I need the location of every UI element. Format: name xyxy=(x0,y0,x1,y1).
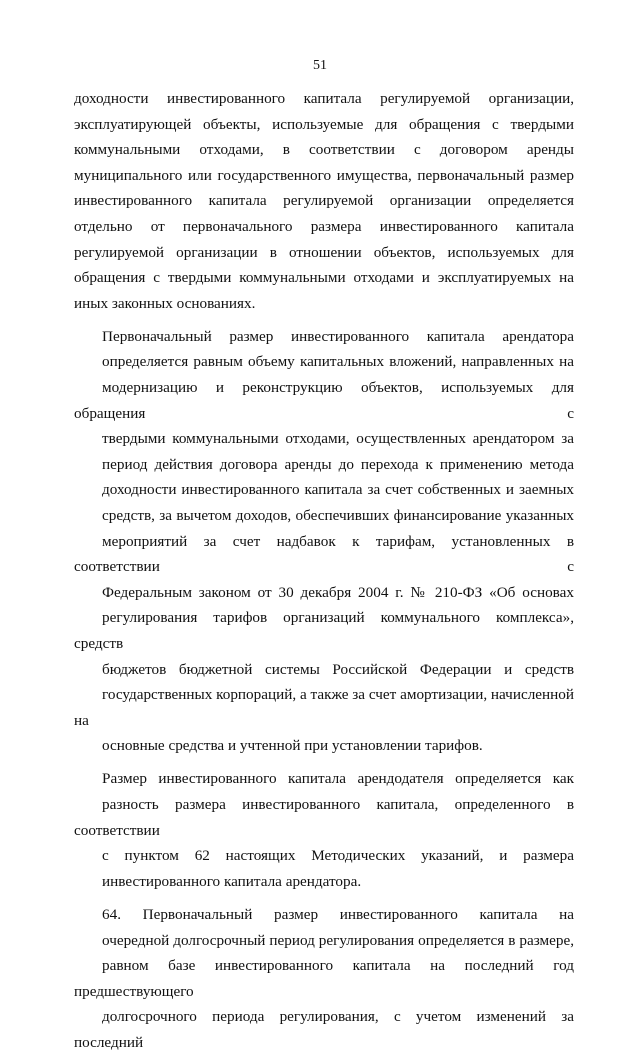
text-line: муниципального или государственного имущества, первоначальный размер xyxy=(74,166,574,184)
paragraph-p1 xyxy=(74,86,574,316)
document-body xyxy=(74,86,574,1063)
text-line: обращения с твердыми коммунальными отходами и эксплуатируемых на xyxy=(74,269,574,287)
text-line: 64. Первоначальный размер инвестированного капитала на xyxy=(102,905,574,923)
text-line: Федеральным законом от 30 декабря 2004 г. № 210-ФЗ «Об основах xyxy=(102,583,574,601)
text-line: твердыми коммунальными отходами, осуществленных арендатором за xyxy=(102,430,574,448)
page-number: 51 xyxy=(313,58,327,73)
paragraph-p4 xyxy=(74,902,574,1056)
text-line: модернизацию и реконструкцию объектов, используемых для обращения с xyxy=(74,379,574,422)
text-line: инвестированного капитала арендатора. xyxy=(102,872,362,890)
text-line: регулируемой организации в отношении объектов, используемых для xyxy=(74,243,574,261)
text-line: средств, за вычетом доходов, обеспечивших финансирование указанных xyxy=(102,507,574,524)
text-line: бюджетов бюджетной системы Российской Федерации и средств xyxy=(102,660,574,678)
text-line: с пунктом 62 настоящих Методических указаний, и размера xyxy=(102,847,574,865)
text-line: долгосрочного периода регулирования, с учетом изменений за последний xyxy=(74,1008,574,1051)
text-line: Первоначальный размер инвестированного капитала арендатора xyxy=(102,327,574,345)
text-line: иных законных основаниях. xyxy=(74,294,256,312)
text-line: мероприятий за счет надбавок к тарифам, установленных в соответствии с xyxy=(74,532,574,576)
text-line: государственных корпораций, а также за счет амортизации, начисленной на xyxy=(74,686,574,729)
text-line: разность размера инвестированного капитала, определенного в соответствии xyxy=(74,796,574,839)
text-line: определяется равным объему капитальных вложений, направленных на xyxy=(102,353,574,371)
text-line: Размер инвестированного капитала арендодателя определяется как xyxy=(102,770,574,788)
text-line: отдельно от первоначального размера инвестированного капитала xyxy=(74,217,574,235)
text-line: равном базе инвестированного капитала на последний год предшествующего xyxy=(74,957,574,1000)
text-line: коммунальными отходами, в соответствии с договором аренды xyxy=(74,141,574,159)
text-line: доходности инвестированного капитала регулируемой организации, xyxy=(74,90,574,107)
text-line: основные средства и учтенной при установлении тарифов. xyxy=(102,737,483,755)
text-line: регулирования тарифов организаций коммунального комплекса», средств xyxy=(74,609,574,652)
text-line: доходности инвестированного капитала за счет собственных и заемных xyxy=(102,481,574,499)
paragraph-p2 xyxy=(74,324,574,759)
text-line: период действия договора аренды до перехода к применению метода xyxy=(102,455,574,473)
text-line: эксплуатирующей объекты, используемые для обращения с твердыми xyxy=(74,115,574,133)
text-line: инвестированного капитала регулируемой организации определяется xyxy=(74,192,574,210)
text-line: очередной долгосрочный период регулирования определяется в размере, xyxy=(102,931,574,949)
paragraph-p3 xyxy=(74,766,574,894)
